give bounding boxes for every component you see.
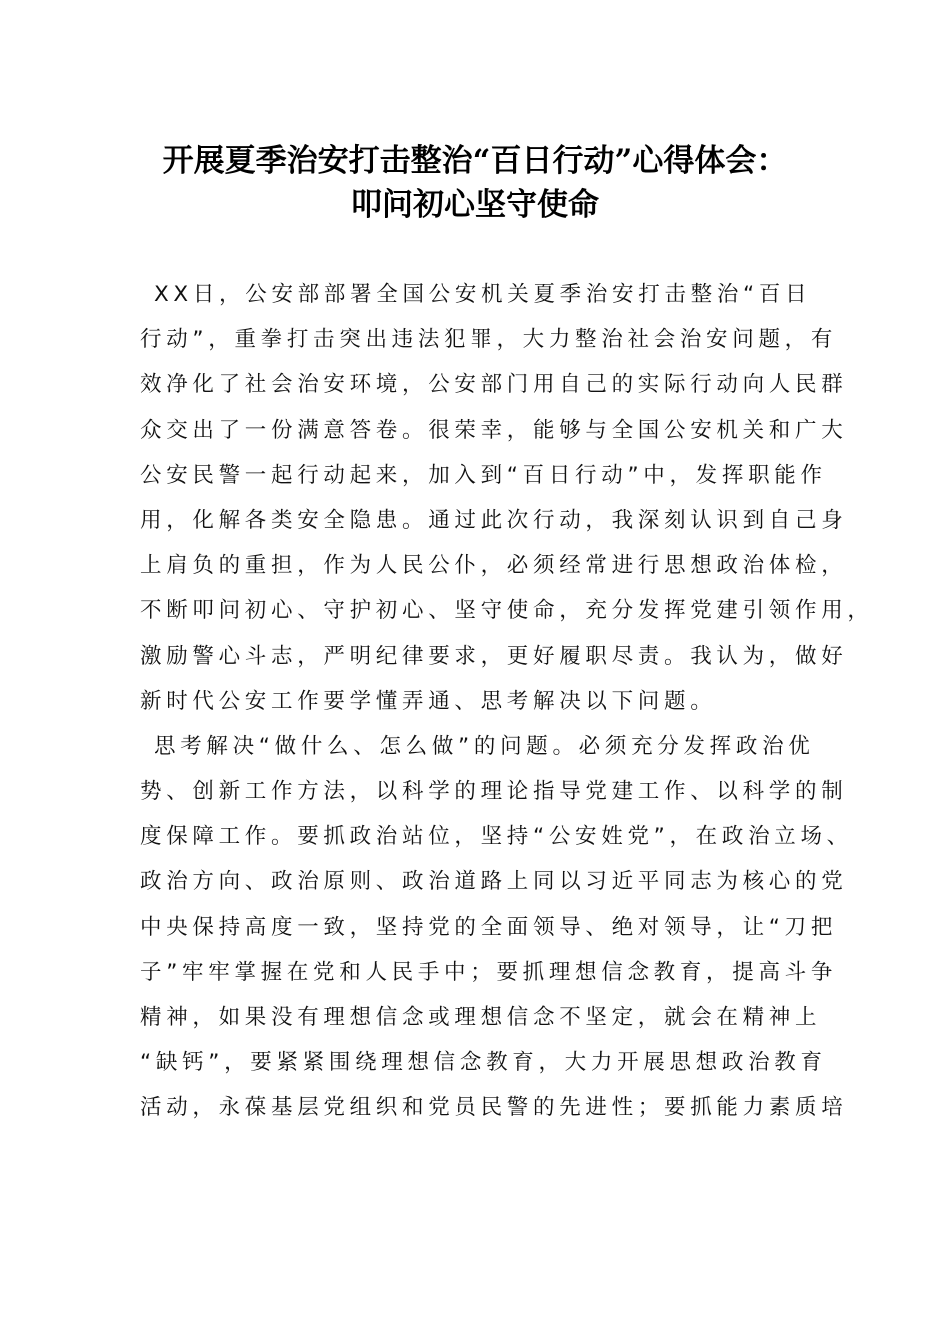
paragraph-2 [140, 724, 853, 1131]
paragraph-line: 势、创新工作方法，以科学的理论指导党建工作、以科学的制 [140, 779, 848, 805]
paragraph-line: 激励警心斗志，严明纪律要求，更好履职尽责。我认为，做好 [140, 643, 848, 669]
document-title-line-2: 叩问初心坚守使命 [351, 187, 599, 223]
paragraph-line: 效净化了社会治安环境，公安部门用自己的实际行动向人民群 [140, 372, 848, 398]
paragraph-line: 用，化解各类安全隐患。通过此次行动，我深刻认识到自己身 [140, 507, 848, 533]
paragraph-line: “缺钙”，要紧紧围绕理想信念教育，大力开展思想政治教育 [140, 1050, 827, 1076]
paragraph-line: 上肩负的重担，作为人民公仆，必须经常进行思想政治体检， [140, 553, 848, 579]
paragraph-line: 精神，如果没有理想信念或理想信念不坚定，就会在精神上 [140, 1005, 822, 1030]
document-title-line-1: 开展夏季治安打击整治“百日行动”心得体会： [162, 143, 788, 179]
paragraph-line: XX日，公安部部署全国公安机关夏季治安打击整治“百日 [154, 282, 812, 307]
paragraph-line: 子”牢牢掌握在党和人民手中；要抓理想信念教育，提高斗争 [140, 959, 838, 985]
paragraph-line: 中央保持高度一致，坚持党的全面领导、绝对领导，让“刀把 [140, 914, 838, 940]
document-body [140, 272, 874, 1131]
paragraph-line: 政治方向、政治原则、政治道路上同以习近平同志为核心的党 [140, 869, 848, 895]
paragraph-1 [140, 272, 874, 724]
paragraph-line: 思考解决“做什么、怎么做”的问题。必须充分发挥政治优 [154, 733, 815, 759]
paragraph-line: 新时代公安工作要学懂弄通、思考解决以下问题。 [140, 688, 717, 714]
paragraph-line: 不断叩问初心、守护初心、坚守使命，充分发挥党建引领作用， [140, 598, 874, 624]
paragraph-line: 度保障工作。要抓政治站位，坚持“公安姓党”，在政治立场、 [140, 824, 853, 850]
paragraph-line: 众交出了一份满意答卷。很荣幸，能够与全国公安机关和广大 [140, 417, 848, 443]
paragraph-line: 公安民警一起行动起来，加入到“百日行动”中，发挥职能作 [140, 462, 827, 488]
paragraph-line: 活动，永葆基层党组织和党员民警的先进性；要抓能力素质培 [140, 1095, 848, 1121]
paragraph-line: 行动”，重拳打击突出违法犯罪，大力整治社会治安问题，有 [140, 327, 838, 353]
